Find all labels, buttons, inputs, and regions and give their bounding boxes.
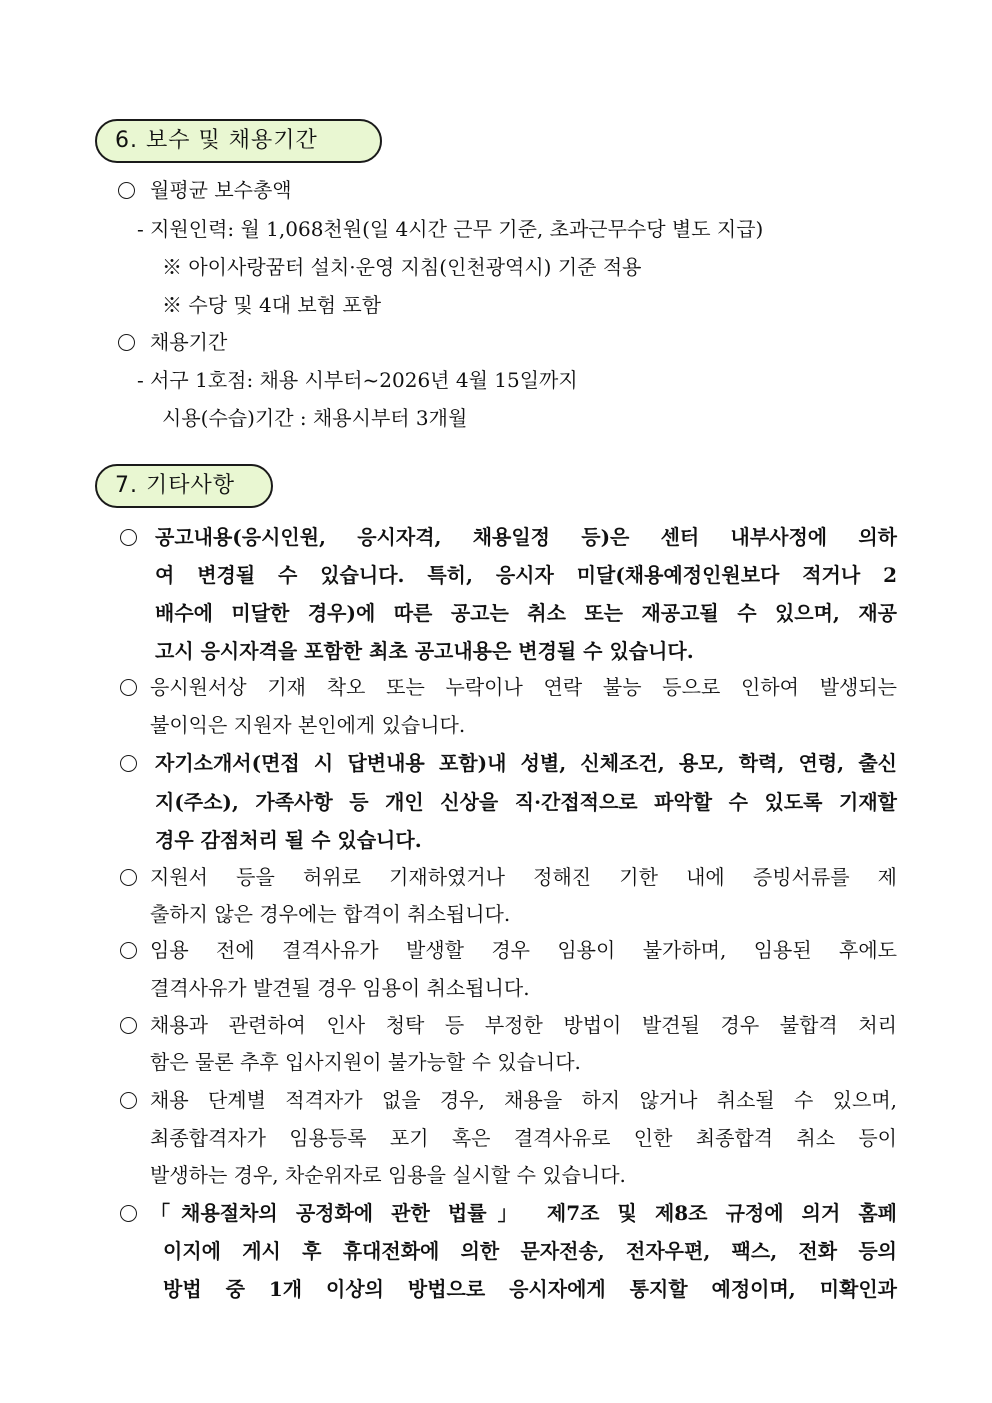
period-heading: 채용기간 (150, 330, 228, 354)
bullet-circle-icon (120, 679, 137, 696)
notice-item-6-line-2: 함은 물론 추후 입사지원이 불가능할 수 있습니다. (150, 1050, 581, 1074)
pay-note-1: ※ 아이사랑꿈터 설치·운영 지침(인천광역시) 기준 적용 (162, 255, 642, 279)
notice-item-1-line-4: 고시 응시자격을 포함한 최초 공고내용은 변경될 수 있습니다. (155, 639, 694, 663)
bullet-circle-icon (120, 869, 137, 886)
notice-item-1-line-2: 여 변경될 수 있습니다. 특히, 응시자 미달(채용예정인원보다 적거나 2 (155, 563, 897, 587)
pay-detail: - 지원인력: 월 1,068천원(일 4시간 근무 기준, 초과근무수당 별도 지급) (137, 217, 764, 241)
notice-item-3-line-3: 경우 감점처리 될 수 있습니다. (155, 828, 422, 852)
bullet-circle-icon (120, 529, 137, 546)
notice-item-4-line-2: 출하지 않은 경우에는 합격이 취소됩니다. (150, 902, 511, 926)
notice-item-3-line-2: 지(주소), 가족사항 등 개인 신상을 직·간접적으로 파악할 수 있도록 기재할 (155, 790, 897, 814)
bullet-circle-icon (120, 1205, 137, 1222)
bullet-circle-icon (120, 755, 137, 772)
bullet-circle-icon (118, 334, 135, 351)
notice-item-1-line-3: 배수에 미달한 경우)에 따른 공고는 취소 또는 재공고될 수 있으며, 재공 (155, 601, 897, 625)
bullet-circle-icon (120, 942, 137, 959)
notice-item-8-line-2: 이지에 게시 후 휴대전화에 의한 문자전송, 전자우편, 팩스, 전화 등의 (163, 1239, 897, 1263)
notice-item-7-line-1: 채용 단계별 적격자가 없을 경우, 채용을 하지 않거나 취소될 수 있으며, (150, 1088, 897, 1112)
notice-item-6-line-1: 채용과 관련하여 인사 청탁 등 부정한 방법이 발견될 경우 불합격 처리 (150, 1013, 897, 1037)
bullet-circle-icon (118, 182, 135, 199)
pay-note-2: ※ 수당 및 4대 보험 포함 (162, 293, 382, 317)
period-detail: - 서구 1호점: 채용 시부터~2026년 4월 15일까지 (137, 368, 578, 392)
pay-heading: 월평균 보수총액 (150, 178, 292, 202)
notice-item-8-line-1: 「채용절차의 공정화에 관한 법률」 제7조 및 제8조 규정에 의거 홈페 (150, 1201, 897, 1225)
notice-item-7-line-3: 발생하는 경우, 차순위자로 임용을 실시할 수 있습니다. (150, 1163, 626, 1187)
notice-item-7-line-2: 최종합격자가 임용등록 포기 혹은 결격사유로 인한 최종합격 취소 등이 (150, 1126, 897, 1150)
notice-item-5-line-1: 임용 전에 결격사유가 발생할 경우 임용이 불가하며, 임용된 후에도 (150, 938, 897, 962)
notice-item-2-line-2: 불이익은 지원자 본인에게 있습니다. (150, 713, 466, 737)
notice-item-4-line-1: 지원서 등을 허위로 기재하였거나 정해진 기한 내에 증빙서류를 제 (150, 865, 897, 889)
section-6-title: 6. 보수 및 채용기간 (95, 119, 382, 163)
notice-item-5-line-2: 결격사유가 발견될 경우 임용이 취소됩니다. (150, 976, 530, 1000)
bullet-circle-icon (120, 1017, 137, 1034)
probation-period: 시용(수습)기간 : 채용시부터 3개월 (162, 406, 468, 430)
bullet-circle-icon (120, 1092, 137, 1109)
notice-item-1-line-1: 공고내용(응시인원, 응시자격, 채용일정 등)은 센터 내부사정에 의하 (155, 525, 897, 549)
notice-item-2-line-1: 응시원서상 기재 착오 또는 누락이나 연락 불능 등으로 인하여 발생되는 (150, 675, 897, 699)
section-7-title: 7. 기타사항 (95, 464, 273, 508)
notice-item-8-line-3: 방법 중 1개 이상의 방법으로 응시자에게 통지할 예정이며, 미확인과 (163, 1277, 897, 1301)
notice-item-3-line-1: 자기소개서(면접 시 답변내용 포함)내 성별, 신체조건, 용모, 학력, 연령, 출신 (155, 751, 897, 775)
